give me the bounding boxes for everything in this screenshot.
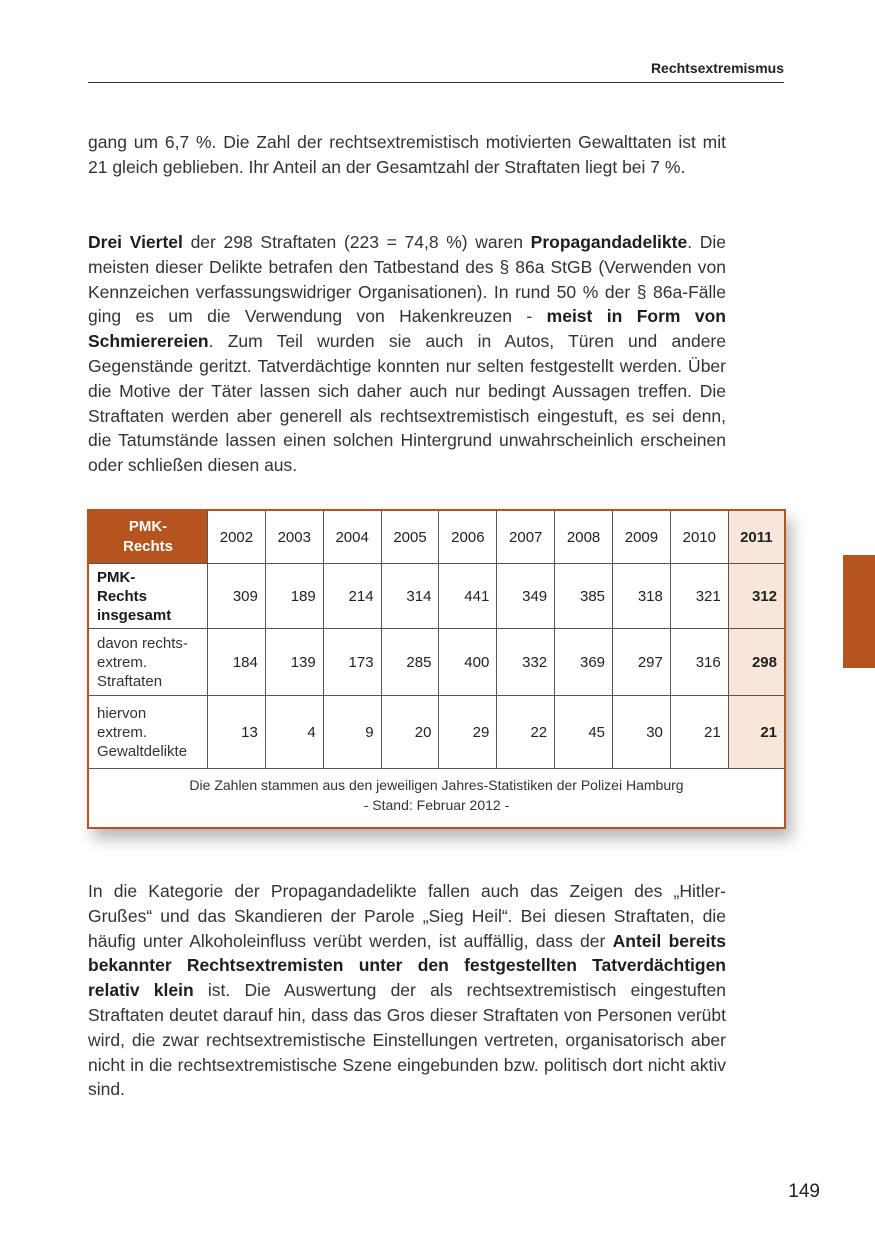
- year-header: 2010: [670, 511, 728, 564]
- footnote-line-2: - Stand: Februar 2012 -: [363, 797, 510, 813]
- table-cell: 45: [555, 696, 613, 769]
- row-label-line: insgesamt: [97, 606, 172, 624]
- table-cell-highlighted: 298: [728, 629, 784, 696]
- row-label-line: extrem.: [97, 653, 148, 671]
- row-label-line: Rechts: [97, 587, 148, 605]
- table-row: [89, 696, 784, 769]
- year-header: 2002: [208, 511, 266, 564]
- row-label-line: PMK-: [97, 568, 136, 586]
- paragraph-3-text-2: ist. Die Auswertung der als rechtsextremistisch eingestuften Straftaten deutet darauf hin, dass das Gros dieser Straftaten von Personen verübt wird, die zwar rechtsextremistische Einstellungen vertreten, organisatorisch aber nicht in die rechtsextremistische Szene eingebunden bzw. politisch dort nicht aktiv sind.: [88, 980, 726, 1100]
- table-cell: 13: [208, 696, 266, 769]
- table-cell: 385: [555, 564, 613, 629]
- table-cell: 369: [555, 629, 613, 696]
- year-header: 2006: [439, 511, 497, 564]
- table-cell: 21: [670, 696, 728, 769]
- year-header-highlighted: 2011: [728, 511, 784, 564]
- row-label-line: hiervon: [97, 704, 147, 722]
- table-cell: 29: [439, 696, 497, 769]
- statistics-table-box: [87, 509, 786, 829]
- year-header: 2007: [497, 511, 555, 564]
- corner-line-1: PMK-: [128, 518, 168, 535]
- table-cell: 318: [613, 564, 671, 629]
- table-cell: 321: [670, 564, 728, 629]
- table-cell: 349: [497, 564, 555, 629]
- table-cell: 214: [323, 564, 381, 629]
- year-header: 2003: [265, 511, 323, 564]
- table-cell: 400: [439, 629, 497, 696]
- table-footnote: [89, 769, 784, 822]
- table-row: [89, 564, 784, 629]
- footnote-line-1: Die Zahlen stammen aus den jeweiligen Jahres-Statistiken der Polizei Hamburg: [189, 777, 684, 793]
- header-divider: [88, 82, 784, 83]
- year-header: 2008: [555, 511, 613, 564]
- table-cell: 309: [208, 564, 266, 629]
- table-cell: 173: [323, 629, 381, 696]
- row-label-line: Straftaten: [97, 672, 163, 690]
- row-label: [89, 696, 208, 769]
- table-row: [89, 629, 784, 696]
- table-cell-highlighted: 312: [728, 564, 784, 629]
- paragraph-2-text-2: . Die meisten dieser Delikte betrafen den Tatbestand des § 86a StGB (Verwenden von Kennzeichen verfassungswidriger Organisationen). In rund 50 % der § 86a-Fälle ging es um die Verwendung von Hakenkreuzen -: [88, 232, 727, 327]
- row-label: [89, 564, 208, 629]
- emphasis-schmierereien: meist in Form von Schmierereien: [88, 306, 726, 352]
- table-cell-highlighted: 21: [728, 696, 784, 769]
- table-cell: 316: [670, 629, 728, 696]
- paragraph-2: [88, 230, 726, 478]
- table-cell: 297: [613, 629, 671, 696]
- row-label-line: extrem.: [97, 723, 148, 741]
- table-header-row: [89, 511, 784, 564]
- emphasis-propagandadelikte: Propagandadelikte: [530, 232, 688, 252]
- year-header: 2004: [323, 511, 381, 564]
- table-cell: 332: [497, 629, 555, 696]
- page-number: 149: [788, 1181, 820, 1202]
- table-cell: 184: [208, 629, 266, 696]
- paragraph-3-text-1: In die Kategorie der Propagandadelikte fallen auch das Zeigen des „Hitler-Grußes“ und das Skandieren der Parole „Sieg Heil“. Bei diesen Straftaten, die häufig unter Alkoholeinfluss verübt werden, ist auffällig, dass der: [88, 881, 726, 951]
- paragraph-2-text-1: der 298 Straftaten (223 = 74,8 %) waren: [182, 232, 531, 252]
- table-cell: 285: [381, 629, 439, 696]
- table-cell: 139: [265, 629, 323, 696]
- paragraph-1: gang um 6,7 %. Die Zahl der rechtsextremistisch motivierten Gewalttaten ist mit 21 gleich geblieben. Ihr Anteil an der Gesamtzahl der Straftaten liegt bei 7 %.: [88, 132, 726, 177]
- table-cell: 9: [323, 696, 381, 769]
- chapter-tab-marker: [843, 555, 875, 668]
- emphasis-anteil-rechtsextremisten: Anteil bereits bekannter Rechtsextremisten unter den festgestellten Tatverdächtigen relativ klein: [88, 930, 726, 1001]
- table-cell: 20: [381, 696, 439, 769]
- year-header: 2009: [613, 511, 671, 564]
- year-header: 2005: [381, 511, 439, 564]
- corner-line-2: Rechts: [122, 538, 174, 555]
- table-cell: 30: [613, 696, 671, 769]
- emphasis-drei-viertel: Drei Viertel: [88, 232, 183, 252]
- table-cell: 4: [265, 696, 323, 769]
- table-cell: 441: [439, 564, 497, 629]
- table-cell: 22: [497, 696, 555, 769]
- row-label-line: davon rechts-: [97, 634, 188, 652]
- table-footnote-row: [89, 769, 784, 822]
- row-label-line: Gewaltdelikte: [97, 742, 188, 760]
- statistics-table: [89, 511, 784, 821]
- paragraph-3: [88, 879, 726, 1102]
- paragraph-2-text-3: . Zum Teil wurden sie auch in Autos, Türen und andere Gegenstände geritzt. Tatverdächtige konnten nur selten festgestellt werden. Über die Motive der Täter lassen sich daher auch nur bedingt Aussagen treffen. Die Straftaten werden aber generell als rechtsextremistisch eingestuft, es sei denn, die Tatumstände lassen einen solchen Hintergrund unwahrscheinlich erscheinen oder schließen diesen aus.: [88, 331, 726, 476]
- table-cell: 189: [265, 564, 323, 629]
- table-corner-header: [89, 511, 208, 564]
- running-header: Rechtsextremismus: [650, 60, 784, 76]
- row-label: [89, 629, 208, 696]
- table-cell: 314: [381, 564, 439, 629]
